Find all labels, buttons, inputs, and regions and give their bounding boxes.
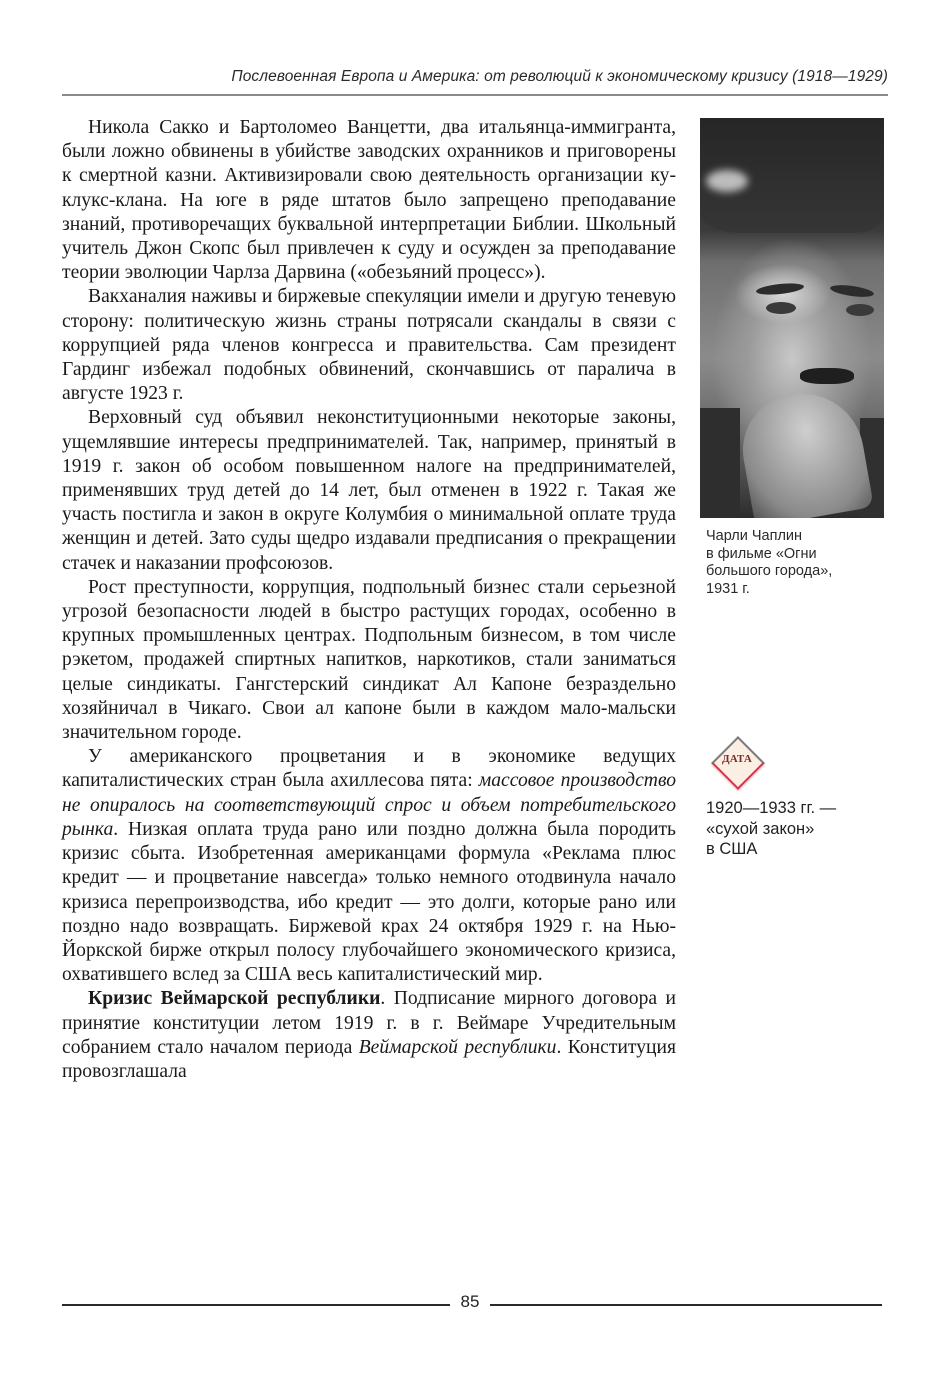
body-text: Вакханалия наживы и биржевые спекуляции имели и другую теневую сторону: политическую жизнь страны потрясали скандалы в связи с коррупцией ряда членов конгресса и правительства. Сам президент Гардинг избежал подобных обвинений, скончавшись от паралича в августе 1923 г. (62, 286, 676, 405)
emphasis-text: Веймарской республики (358, 1036, 557, 1058)
caption-line: большого города», (706, 563, 833, 579)
photo-caption (706, 528, 886, 598)
photo-brow (756, 282, 805, 297)
paragraph (62, 285, 676, 406)
emphasis-text: массовое производство не опиралось на соответствующий спрос и объем потребительского рынка (62, 770, 676, 840)
caption-line: в фильме «Огни (706, 545, 817, 562)
caption-line: 1931 г. (706, 580, 750, 597)
page-number: 85 (460, 1292, 480, 1311)
photo-highlight (706, 170, 748, 192)
main-text-column (62, 116, 676, 1084)
photo-hand (734, 385, 874, 518)
paragraph (62, 987, 676, 1084)
body-text: Рост преступности, коррупция, подпольный бизнес стали серьезной угрозой безопасности людей в быстро растущих городах, особенно в крупных промышленных центрах. Подпольным бизнесом, в том числе рэкетом, продажей спиртных напитков, наркотиков, стали заниматься целые синдикаты. Гангстерский синдикат Ал Капоне безраздельно хозяйничал в Чикаго. Свои ал капоне были в каждом мало-мальски значительном городе. (62, 576, 676, 744)
photo-brow (830, 283, 875, 299)
date-note (706, 798, 886, 860)
footer-rule (490, 1304, 882, 1306)
paragraph (62, 576, 676, 745)
body-text: У американского процветания и в экономике ведущих капиталистических стран была ахиллесова пята: (62, 746, 676, 792)
date-note-line: «сухой закон» (706, 819, 815, 838)
paragraph (62, 406, 676, 575)
paragraph (62, 116, 676, 285)
body-text: Никола Сакко и Бартоломео Ванцетти, два итальянца-иммигранта, были ложно обвинены в убийстве заводских охранников и приговорены к смертной казни. Активизировали свою деятельность организации ку-клукс-клана. На юге в ряде штатов было запрещено преподавание знаний, противоречащих буквальной интерпретации Библии. Школьный учитель Джон Скопс был привлечен к суду и осужден за преподавание теории эволюции Чарлза Дарвина («обезьяний процесс»). (62, 117, 676, 284)
running-head: Послевоенная Европа и Америка: от революций к экономическому кризису (1918—1929) (231, 68, 888, 85)
body-text: . Низкая оплата труда рано или поздно должна была породить кризис сбыта. Изобретенная американцами формула «Реклама плюс кредит — и процветание навсегда» только немного отодвинула начало кризиса перепроизводства, ибо кредит — это долги, которые рано или поздно надо возвращать. Биржевой крах 24 октября 1929 г. на Нью-Йоркской бирже открыл полосу глубочайшего экономического кризиса, охватившего вслед за США весь капиталистический мир. (62, 818, 676, 986)
caption-line: Чарли Чаплин (706, 528, 803, 544)
body-text: . Конституция провозглашала (62, 1036, 676, 1082)
paragraph (62, 745, 676, 987)
footer-rule (62, 1304, 450, 1306)
date-note-line: 1920—1933 гг. — (706, 799, 837, 817)
body-text: Верховный суд объявил неконституционными некоторые законы, ущемлявшие интересы предпринимателей. Так, например, принятый в 1919 г. закон об особом повышенном налоге на предпринимателей, применявших труд детей до 14 лет, был отменен в 1922 г. Такая же участь постигла и закон в округе Колумбия о минимальной оплате труда женщин и детей. Зато суды щедро издавали предписания о прекращении стачек и наказании профсоюзов. (62, 407, 676, 574)
date-note-line: в США (706, 840, 758, 858)
body-text: . Подписание мирного договора и принятие конституции летом 1919 г. в г. Веймаре Учредительным собранием стало началом периода (62, 988, 676, 1058)
section-heading: Кризис Веймарской республики (88, 988, 381, 1010)
photo-coat (700, 408, 740, 518)
header-rule (62, 94, 888, 96)
photo-eye (766, 302, 796, 314)
date-badge-label: ДАТА (721, 753, 753, 765)
photo-mustache (800, 368, 854, 384)
chaplin-photo (700, 118, 884, 518)
photo-eye (846, 304, 874, 316)
date-badge-icon (711, 736, 763, 788)
